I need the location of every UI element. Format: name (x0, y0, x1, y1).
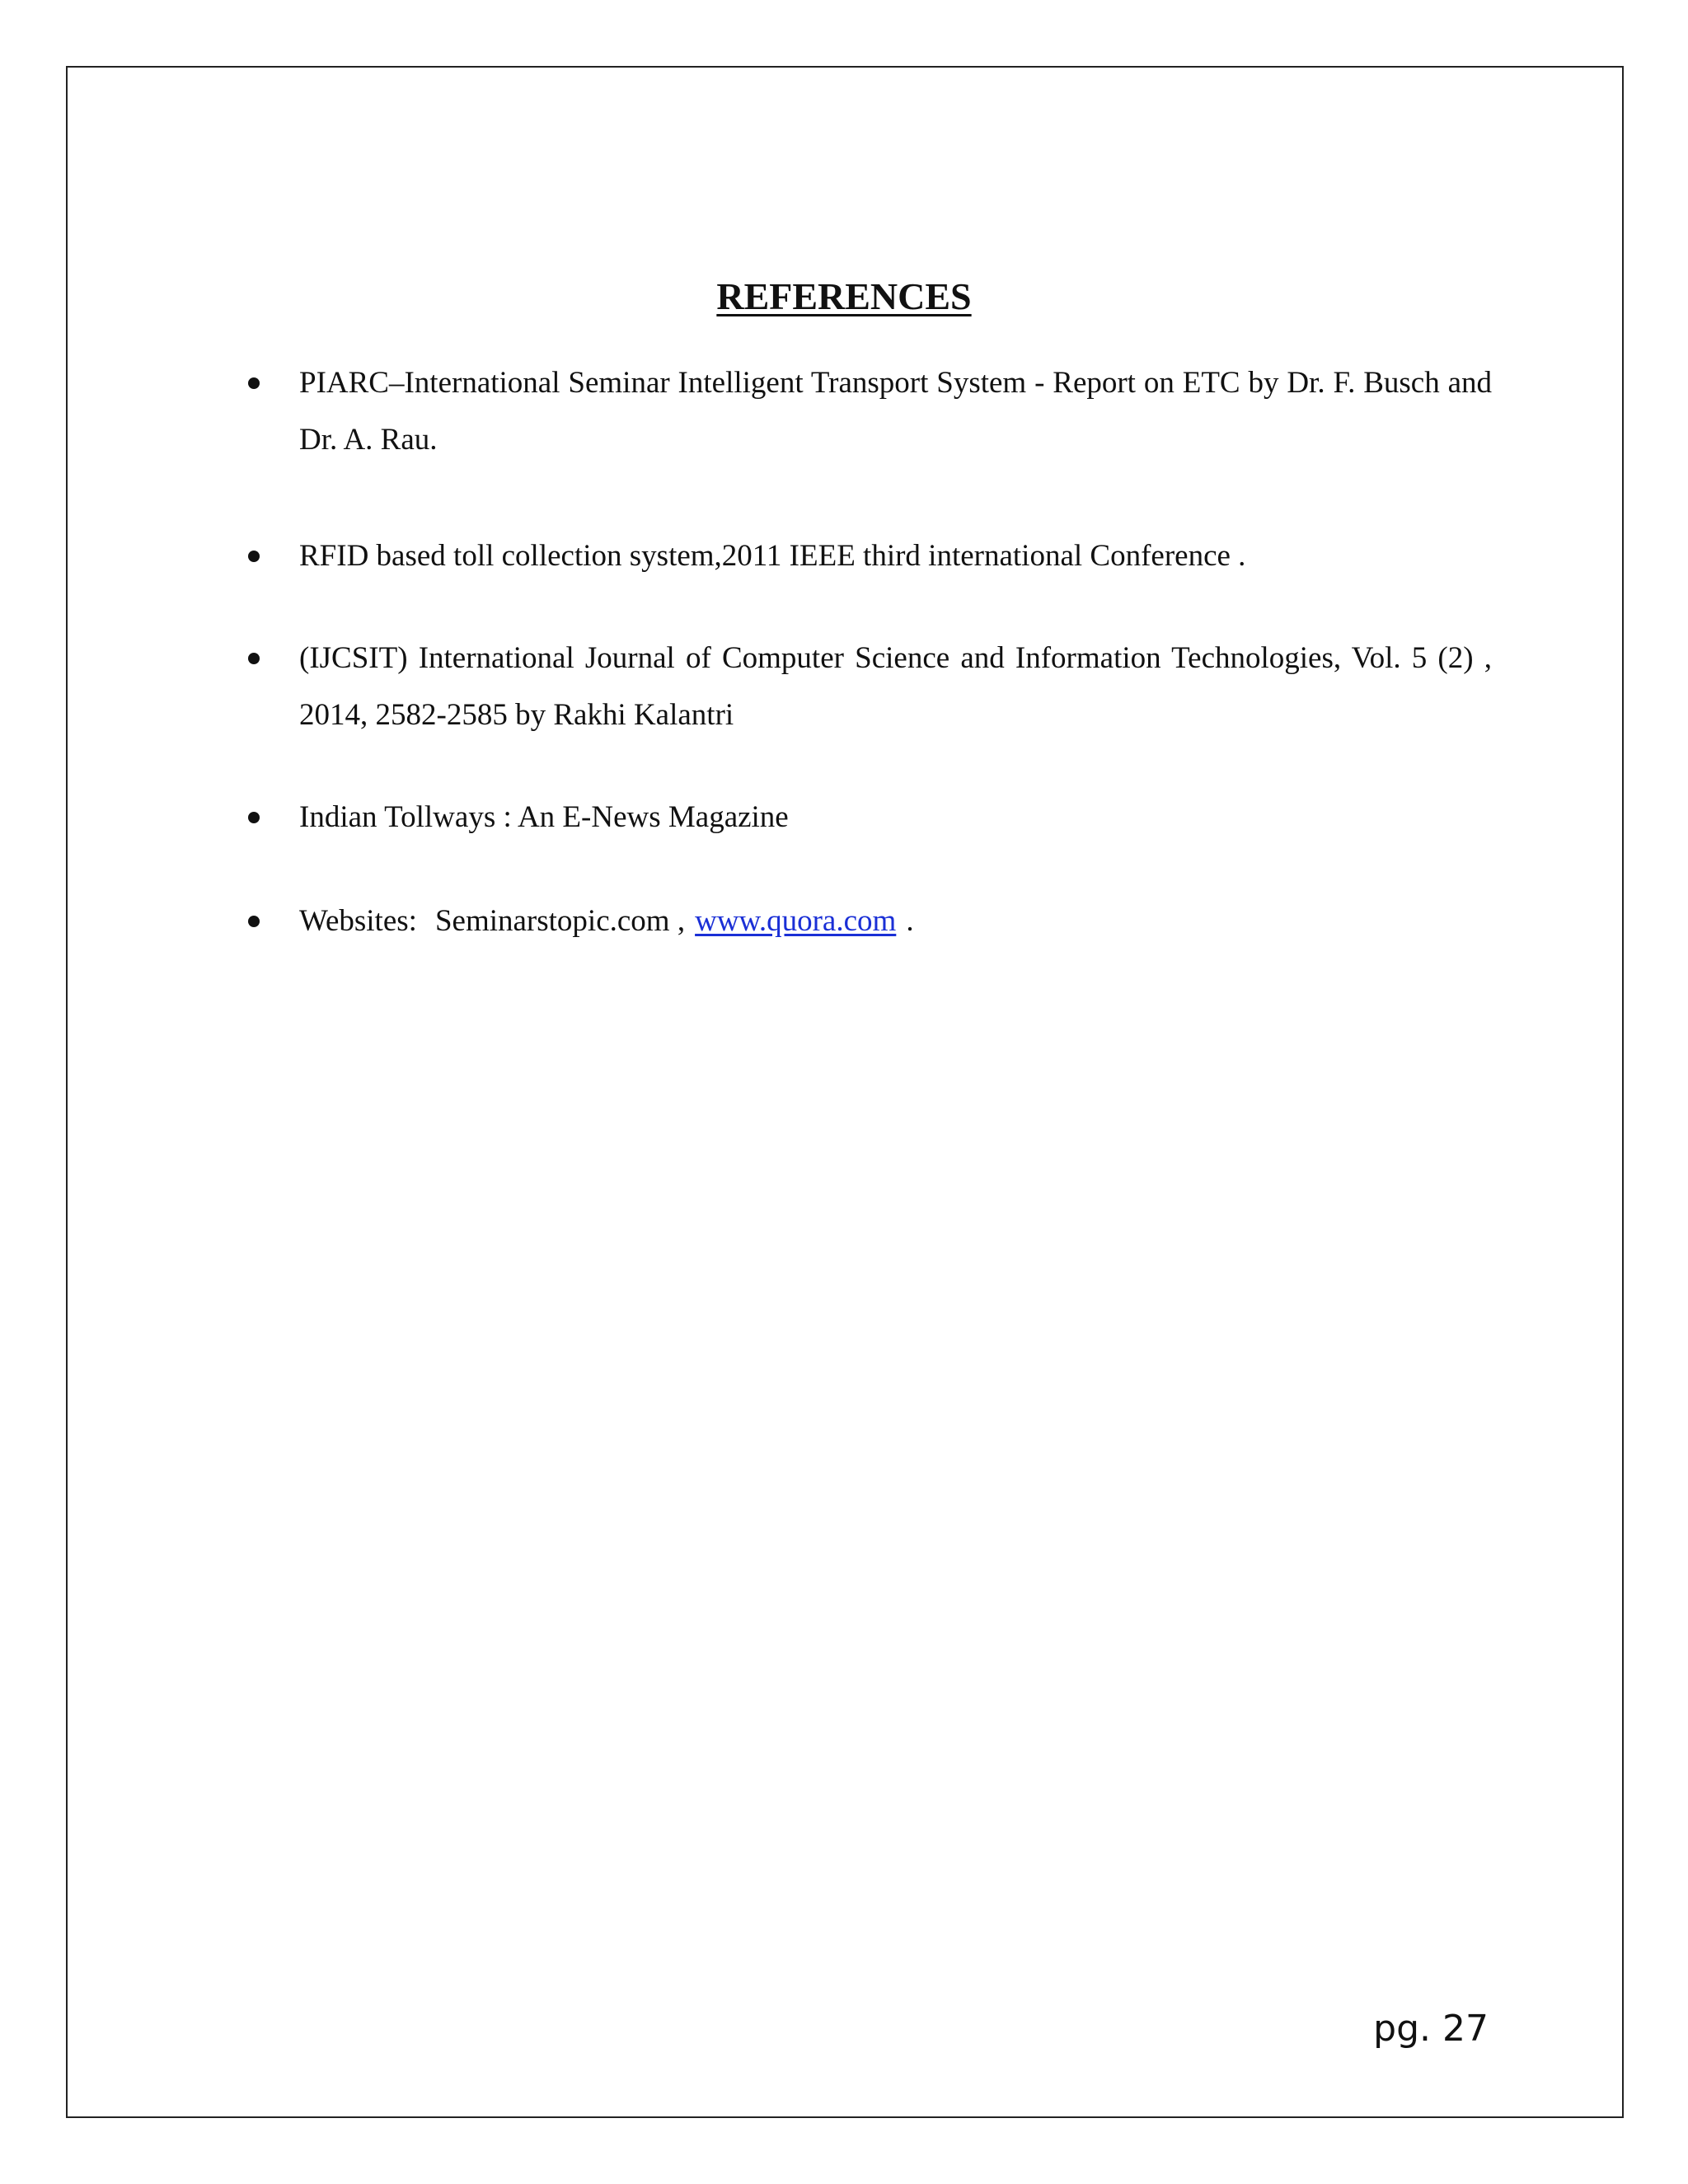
website-quora-link[interactable]: www.quora.com (695, 904, 897, 938)
bullet-icon (248, 377, 260, 389)
reference-text: Indian Tollways : An E-News Magazine (299, 800, 789, 834)
reference-item-websites (243, 893, 1492, 949)
page-title: REFERENCES (716, 275, 972, 317)
reference-item (243, 527, 1492, 584)
bullet-icon (248, 551, 260, 562)
websites-line (299, 893, 1492, 949)
reference-text: (IJCSIT) International Journal of Computer Science and Information Technologies, Vol. 5 (2) , 2014, 2582-2585 by Rakhi Kalantri (299, 641, 1492, 732)
website-seminarstopic: Seminarstopic.com , (434, 904, 686, 938)
websites-label: Websites: (299, 904, 417, 938)
bullet-icon (248, 916, 260, 927)
reference-text: PIARC–International Seminar Intelligent Transport System - Report on ETC by Dr. F. Busch and Dr. A. Rau. (299, 366, 1492, 457)
reference-list (243, 354, 1492, 949)
reference-text: RFID based toll collection system,2011 IEEE third international Conference . (299, 539, 1246, 573)
bullet-icon (248, 812, 260, 823)
reference-item (243, 630, 1492, 743)
reference-item (243, 789, 1492, 846)
page-number: pg. 27 (1373, 2008, 1489, 2050)
websites-trailing-period: . (906, 904, 914, 938)
bullet-icon (248, 653, 260, 664)
reference-item (243, 354, 1492, 468)
